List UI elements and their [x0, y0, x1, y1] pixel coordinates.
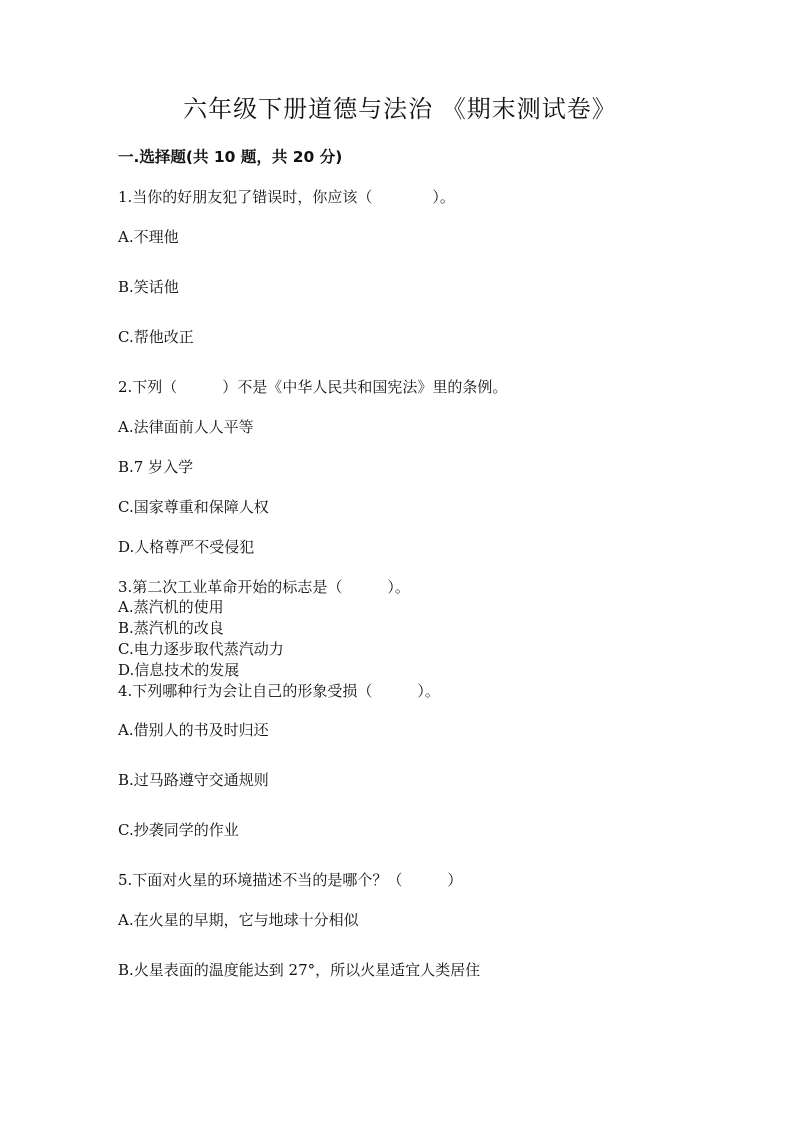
question-5-stem: 5.下面对火星的环境描述不当的是哪个？（ ） — [118, 871, 463, 889]
question-1-option-a: A.不理他 — [118, 228, 179, 246]
question-2-stem: 2.下列（ ）不是《中华人民共和国宪法》里的条例。 — [118, 378, 508, 396]
question-2-option-c: C.国家尊重和保障人权 — [118, 498, 269, 516]
question-3-option-c: C.电力逐步取代蒸汽动力 — [118, 640, 284, 658]
question-4-stem: 4.下列哪种行为会让自己的形象受损（ ）。 — [118, 682, 440, 700]
question-3-option-a: A.蒸汽机的使用 — [118, 598, 224, 616]
question-4-option-a: A.借别人的书及时归还 — [118, 721, 269, 739]
exam-title: 六年级下册道德与法治 《期末测试卷》 — [183, 95, 617, 123]
question-5-option-a: A.在火星的早期，它与地球十分相似 — [118, 911, 359, 929]
question-2-option-a: A.法律面前人人平等 — [118, 418, 254, 436]
question-1-option-c: C.帮他改正 — [118, 328, 194, 346]
question-3-option-d: D.信息技术的发展 — [118, 661, 240, 679]
question-4-option-c: C.抄袭同学的作业 — [118, 821, 239, 839]
question-4-option-b: B.过马路遵守交通规则 — [118, 771, 269, 789]
question-5-option-b: B.火星表面的温度能达到 27°，所以火星适宜人类居住 — [118, 961, 481, 979]
question-1-option-b: B.笑话他 — [118, 278, 179, 296]
question-2-option-d: D.人格尊严不受侵犯 — [118, 538, 255, 556]
question-2-option-b: B.7 岁入学 — [118, 458, 194, 476]
question-3-stem: 3.第二次工业革命开始的标志是（ ）。 — [118, 578, 410, 596]
question-3-option-b: B.蒸汽机的改良 — [118, 619, 224, 637]
question-1-stem: 1.当你的好朋友犯了错误时，你应该（ ）。 — [118, 188, 455, 206]
section-heading: 一.选择题(共 10 题，共 20 分) — [118, 148, 343, 166]
